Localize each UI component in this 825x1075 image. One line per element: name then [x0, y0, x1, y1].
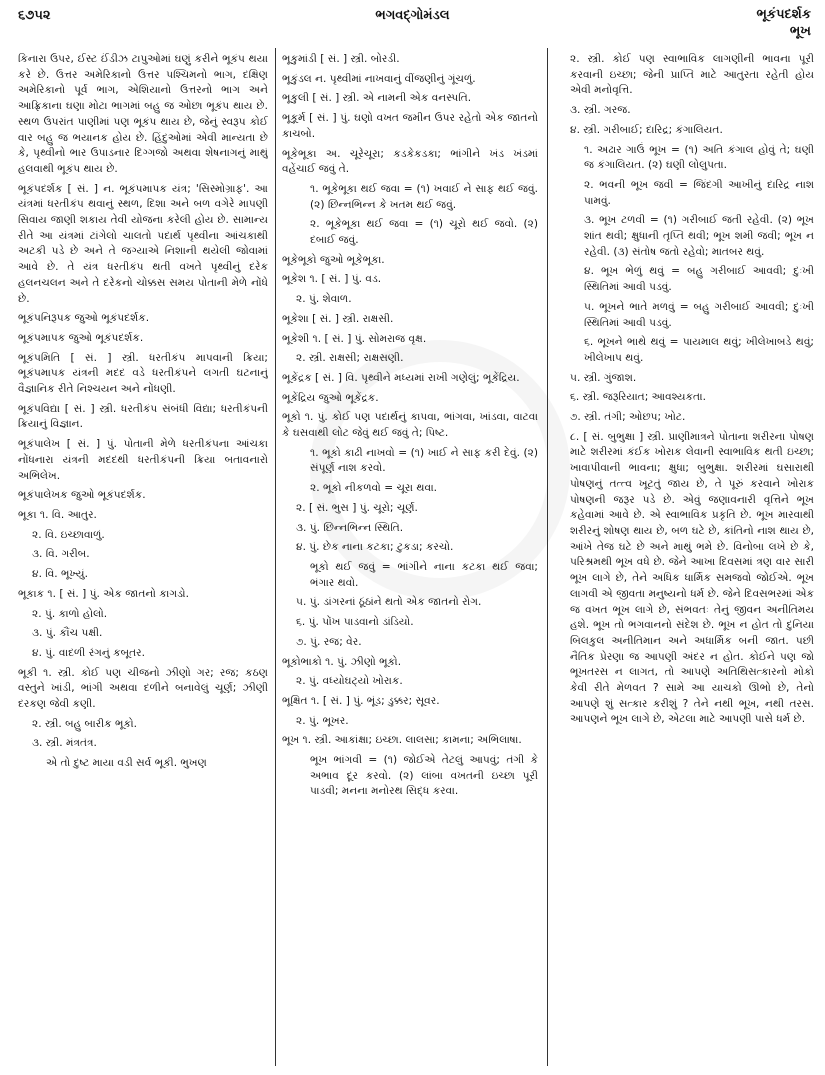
dictionary-entry: ભૂકેશ ૧. [ સં. ] પું. વડ.: [282, 273, 382, 286]
dictionary-entry: ૨. વિ. ઇચ્છાવાળું.: [32, 528, 105, 541]
dictionary-entry: ભૂકેશા [ સં. ] સ્ત્રી. રાક્ષસી.: [282, 312, 394, 325]
dictionary-entry: ૪. પું. છેક નાના કટકા; ટુકડા; કરચો.: [296, 541, 454, 554]
dictionary-entry: ૭. સ્ત્રી. તંગી; ઓછપ; ખોટ.: [570, 411, 686, 424]
dictionary-entry: ભૂકો થઈ જવું = ભાંગીને નાના કટકા થઈ જવા; ભંગાર થવો.: [310, 560, 538, 589]
dictionary-entry: ૨. પું. કાળો હોલો.: [32, 607, 108, 620]
dictionary-entry: ૩. ભૂખ ટળવી = (૧) ગરીબાઈ જતી રહેવી. (૨) ભૂખ શાંત થવી; ક્ષુધાની તૃપ્તિ થવી; ભૂખ શમી જવી; ભૂખ ન રહેવી. (૩) સંતોષ જતો રહેવો; માતબર થવું.: [584, 214, 814, 258]
dictionary-entry: ૫. સ્ત્રી. ગુંજાશ.: [570, 371, 637, 384]
dictionary-entry: ૨. ભૂકેભૂકા થઈ જવા = (૧) ચૂરો થઈ જવો. (૨) દબાઈ જવું.: [310, 218, 538, 247]
dictionary-entry: ૩. સ્ત્રી. મંત્રતંત્ર.: [32, 737, 97, 750]
dictionary-entry: ૫. પું. ડાંગરનાં ઠૂંઠાંને થતો એક જાતનો રોગ.: [296, 596, 482, 609]
dictionary-entry: ૧. અઢાર ગાઉં ભૂખ = (૧) અતિ કંગાલ હોવું તે; ઘણી જ કંગાલિયત. (૨) ઘણી લોલુપતા.: [584, 143, 814, 172]
column-3: [556, 52, 814, 1067]
page-number: ૬૭૫૨: [18, 8, 51, 23]
dictionary-entry: ભૂકેંદ્રિય જુઓ ભૂકેંદ્રક.: [282, 391, 379, 404]
dictionary-entry: ૨. પું. શેવાળ.: [296, 293, 352, 306]
dictionary-entry: ભૂકંપવિદ્યા [ સં. ] સ્ત્રી. ધરતીકંપ સંબંધી વિદ્યા; ધરતીકંપની ક્રિયાનું વિજ્ઞાન.: [18, 402, 268, 431]
dictionary-entry: ૨. સ્ત્રી. બહુ બારીક ભૂકો.: [32, 717, 137, 730]
dictionary-entry: ૪. ભૂખ ભેળું થવું = બહુ ગરીબાઈ આવવી; દુઃખી સ્થિતિમાં આવી પડવું.: [584, 265, 814, 294]
dictionary-entry: ભૂકેંદ્રક [ સં. ] વિ. પૃથ્વીને મધ્યમાં રાખી ગણેલું; ભૂકેંદ્રિય.: [282, 371, 520, 384]
column-divider-1: [275, 48, 276, 1066]
dictionary-entry: ભૂકૂર્મ [ સં. ] પું. ઘણો વખત જમીન ઉપર રહેતો એક જાતનો કાચબો.: [282, 112, 538, 140]
dictionary-entry: ૩. વિ. ગરીબ.: [32, 548, 90, 561]
dictionary-entry: ભૂકંપાલેખક જુઓ ભૂકંપદર્શક.: [18, 489, 146, 502]
dictionary-entry: ભૂકંપદર્શક [ સં. ] ન. ભૂકંપમાપક યંત્ર; 'સિસ્મોગ્રાફ'. આ યંત્રમાં ધરતીકંપ થવાનું સ્થળ, દિશા અને બળ વગેરે માપણી સિવાય જાણી શકાય તેવી યોજના કરેલી હોય છે. સામાન્ય રીતે આ યંત્રમાં ટાંગેલો ચાલતો પદાર્થ પૃથ્વીના આંચકાથી અટકી પડે છે અને તે જગ્યાએ નિશાની થયેલી જોવામાં આવે છે. તે યંત્ર ધરતીકંપ થતી વખતે પૃથ્વીનું દરેક હલનચલન અને તે દરેકનો ચોક્કસ સમય પોતાની મેળે નોંધે છે.: [18, 182, 268, 305]
dictionary-entry: ભૂકુલી [ સં. ] સ્ત્રી. એ નામની એક વનસ્પતિ.: [282, 92, 472, 105]
dictionary-entry: ભૂકી ૧. સ્ત્રી. કોઈ પણ ચીજનો ઝીણો ગર; રજ; કઠણ વસ્તુને ખાંડી, ભાંગી અથવા દળીને બનાવેલું ચૂર્ણ; ઝીણી દરકણ જેવી કણી.: [18, 666, 268, 711]
dictionary-entry: ૮. [ સં. બુભુક્ષા ] સ્ત્રી. પ્રાણીમાત્રને પોતાના શરીરના પોષણ માટે શરીરમાં કંઈક ખોરાક લેવાની સ્વાભાવિક થતી ઇચ્છા; ખાવાપીવાની ભાવના; ક્ષુધા; બુભુક્ષા. શરીરમાં ઘસારાથી પોષણનું તત્ત્વ ખૂટતું જાય છે, તે પૂરું કરવાને ખોરાક પોષણની જરૂર પડે છે. એવું જણાવનારી વૃત્તિને ભૂખ કહેવામાં આવે છે. એ સ્વાભાવિક પ્રકૃતિ છે. ભૂખ મારવાથી શરીરનું શોષણ થાય છે, બળ ઘટે છે, કાંતિનો નાશ થાય છે, આંખે તેજ ઘટે છે અને માથું ભમે છે. વિનોબા લખે છે કે, પરિશ્રમથી ભૂખ વધે છે. જેને આખા દિવસમાં ત્રણ વાર સારી ભૂખ લાગે છે, તેને અધિક ધાર્મિક સમજવો જોઈએ. ભૂખ લાગવી એ જીવતા મનુષ્યનો ધર્મ છે. જેને દિવસભરમાં એક જ વખત ભૂખ લાગે છે, સંભવતઃ તેનું જીવન અનીતિમય હશે. ભૂખ તો ભગવાનનો સંદેશ છે. ભૂખ ન હોત તો દુનિયા બિલકુલ અનીતિમાન અને અધાર્મિક બની જાત. પછી નૈતિક પ્રેરણા જ આપણી અંદર ન હોત. કોઈને પણ જો ભૂખતરસ ન લાગત, તો આપણે અતિથિસત્કારનો મોકો કેવી રીતે મેળવત ? સામે આ યાચકો ઊભો છે, તેનો આપણે શું સત્કાર કરીશું ? તેને નથી ભૂખ, નથી તરસ. આપણને ભૂખ લાગે છે, એટલા માટે આપણી પાસે ધર્મ છે.: [570, 430, 814, 726]
dictionary-entry: ૩. સ્ત્રી. ગરજ.: [570, 104, 631, 117]
dictionary-entry: ભૂકંપમાપક જુઓ ભૂકંપદર્શક.: [18, 331, 144, 344]
dictionary-entry: ભૂકંપાલેખ [ સં. ] પું. પોતાની મેળે ધરતીકંપના આંચકા નોંધનારા યંત્રની મદદથી ધરતીકંપની ક્રિયા બતાવનારો અભિલેખ.: [18, 438, 268, 482]
dictionary-entry: ૧. ભૂકો કાઢી નાખવો = (૧) ખાઈ ને સાફ કરી દેવું. (૨) સંપૂર્ણ નાશ કરવો.: [310, 446, 538, 475]
dictionary-entry: ૨. ભવની ભૂખ જવી = જિંદગી આખીનું દારિદ્ર નાશ પામવું.: [584, 178, 814, 207]
column-divider-2: [547, 48, 548, 1066]
dictionary-entry: ભૂકેશી ૧. [ સં. ] પું. સોમરાજ વૃક્ષ.: [282, 332, 427, 345]
dictionary-entry: ૨. સ્ત્રી. રાક્ષસી; રાક્ષસણી.: [296, 352, 404, 365]
dictionary-entry: ૪. પું. વાદળી રંગનું કબૂતર.: [32, 646, 146, 659]
dictionary-entry: ભૂકંપમિતિ [ સં. ] સ્ત્રી. ધરતીકંપ માપવાની ક્રિયા; ભૂકંપમાપક યંત્રની મદદ વડે ધરતીકંપને લગતી ઘટનાનું વૈજ્ઞાનિક રીતે નિશ્ચયન અને નોંધણી.: [18, 351, 268, 396]
dictionary-entry: ૨. ભૂકો નીકળવો = ચૂરા થવા.: [310, 482, 438, 495]
guide-word-first: ભૂકંપદર્શક: [756, 7, 811, 22]
guide-words: [757, 6, 811, 40]
dictionary-entry: ૫. ભૂખને ભાતે મળવું = બહુ ગરીબાઈ આવવી; દુઃખી સ્થિતિમાં આવી પડવું.: [584, 300, 814, 329]
dictionary-entry: ભૂકેભૂકા અ. ચૂરેચૂરા; કડકેકડકા; ભાંગીને ખંડ ખંડમાં વહેંચાઈ જવું તે.: [282, 147, 538, 176]
dictionary-entry: ૬. ભૂખને ભાથે થવું = પાયમાલ થવું; ખીલેખાબડે થવું; ખીલેખાપ થવું.: [584, 336, 814, 364]
dictionary-entry: ભૂકો ૧. પું. કોઈ પણ પદાર્થનું કાપવા, ભાંગવા, ખાંડવા, વાટવા કે ઘસવાથી લોટ જેવું થઈ જવું તે; પિષ્ટ.: [282, 411, 538, 440]
dictionary-entry: ભૂખ ૧. સ્ત્રી. આકાંક્ષા; ઇચ્છા. લાલસા; કામના; અભિલાષા.: [282, 734, 522, 747]
column-1: [18, 52, 268, 1067]
dictionary-entry: ભૂકુમાંડી [ સં. ] સ્ત્રી. બોરડી.: [282, 53, 400, 65]
dictionary-entry: ભૂક્ષિત ૧. [ સં. ] પું. ભૂંડ; ડુક્કર; સૂવર.: [282, 694, 440, 707]
dictionary-entry: ૪. સ્ત્રી. ગરીબાઈ; દારિદ્ર; કંગાલિયત.: [570, 123, 723, 136]
dictionary-entry: ભૂકેભૂકો જુઓ ભૂકેભૂકા.: [282, 253, 385, 266]
dictionary-entry: ૨. [ સં. ભુસ ] પું. ચૂરો; ચૂર્ણ.: [296, 501, 418, 514]
dictionary-entry: ૨. પું. વધ્યોઘટ્યો ખોરાક.: [296, 675, 403, 688]
dictionary-entry: ૧. ભૂકેભૂકા થઈ જવા = (૧) ખવાઈ ને સાફ થઈ જવું. (૨) છિન્નભિન્ન કે ખતમ થઈ જવું.: [310, 182, 538, 211]
column-2: [282, 52, 538, 1067]
dictionary-entry: ભૂખ ભાંગવી = (૧) જોઈએ તેટલું આપવું; તંગી કે અભાવ દૂર કરવો. (૨) લાંબા વખતની ઇચ્છા પૂરી પાડવી; મનના મનોરથ સિદ્ધ કરવા.: [310, 754, 538, 798]
dictionary-entry: ભૂકુંડલ ન. પૃથ્વીમાં નાખવાનું વીંજણીનું ગૂંચળું.: [282, 72, 476, 85]
dictionary-entry: ૩. પું. કૌંચ પક્ષી.: [32, 627, 103, 640]
dictionary-entry: ૬. સ્ત્રી. જરૂરિયાત; આવશ્યકતા.: [570, 391, 707, 404]
dictionary-entry: ભૂકંપનિરૂપક જુઓ ભૂકંપદર્શક.: [18, 312, 150, 325]
dictionary-entry: ભૂકાક ૧. [ સં. ] પું. એક જાતનો કાગડો.: [18, 587, 189, 600]
dictionary-entry: ૪. વિ. ભૂખ્યું.: [32, 568, 88, 581]
dictionary-entry: ૩. પું. છિન્નભિન્ન સ્થિતિ.: [296, 521, 404, 534]
dictionary-entry: એ તો દુષ્ટ માયા વડી સર્વ ભૂકી. ભુખણ: [46, 757, 207, 770]
dictionary-entry: ૨. સ્ત્રી. કોઈ પણ સ્વાભાવિક લાગણીની ભાવના પૂરી કરવાની ઇચ્છા; જેની પ્રાપ્તિ માટે આતુરતા રહેતી હોય એવી મનોવૃત્તિ.: [570, 53, 814, 97]
dictionary-entry: ૨. પું. ભૂખર.: [296, 714, 349, 727]
book-title: ભગવદ્ગોમંડલ: [375, 8, 450, 23]
guide-word-last: ભૂખ: [789, 24, 811, 39]
dictionary-entry: ૬. પું. પોંખ પાડવાનો ડાંડિયો.: [296, 616, 414, 629]
dictionary-entry: ભૂકા ૧. વિ. આતુર.: [18, 508, 97, 521]
dictionary-entry: ભૂકોભાકો ૧. પું. ઝીણો ભૂકો.: [282, 655, 402, 668]
page-header: [0, 0, 825, 52]
dictionary-entry: ૭. પું. રજ; વેર.: [296, 635, 362, 648]
dictionary-entry: કિનારા ઉપર, ઈસ્ટ ઈંડીઝ ટાપુઓમાં ઘણું કરીને ભૂકંપ થયા કરે છે. ઉત્તર અમેરિકાનો ઉત્તર પશ્ચિમનો ભાગ, દક્ષિણ અમેરિકાનો પૂર્વ ભાગ, એશિયાનો ઉત્તરનો ભાગ અને આફ્રિકાના ઘણા મોટા ભાગમાં બહુ જ ઓછા ભૂકંપ થાય છે. સ્થળ ઉપરાંત પાણીમાં પણ ભૂકંપ થાય છે, જેનું સ્વરૂપ કોઈ વાર બહુ જ ભયાનક હોય છે. હિંદુઓમાં એવી માન્યતા છે કે, પૃથ્વીનો ભાર ઉપાડનાર દિગ્ગજો અથવા શેષનાગનું માથું હલવાથી ભૂકંપ થાય છે.: [18, 53, 268, 175]
